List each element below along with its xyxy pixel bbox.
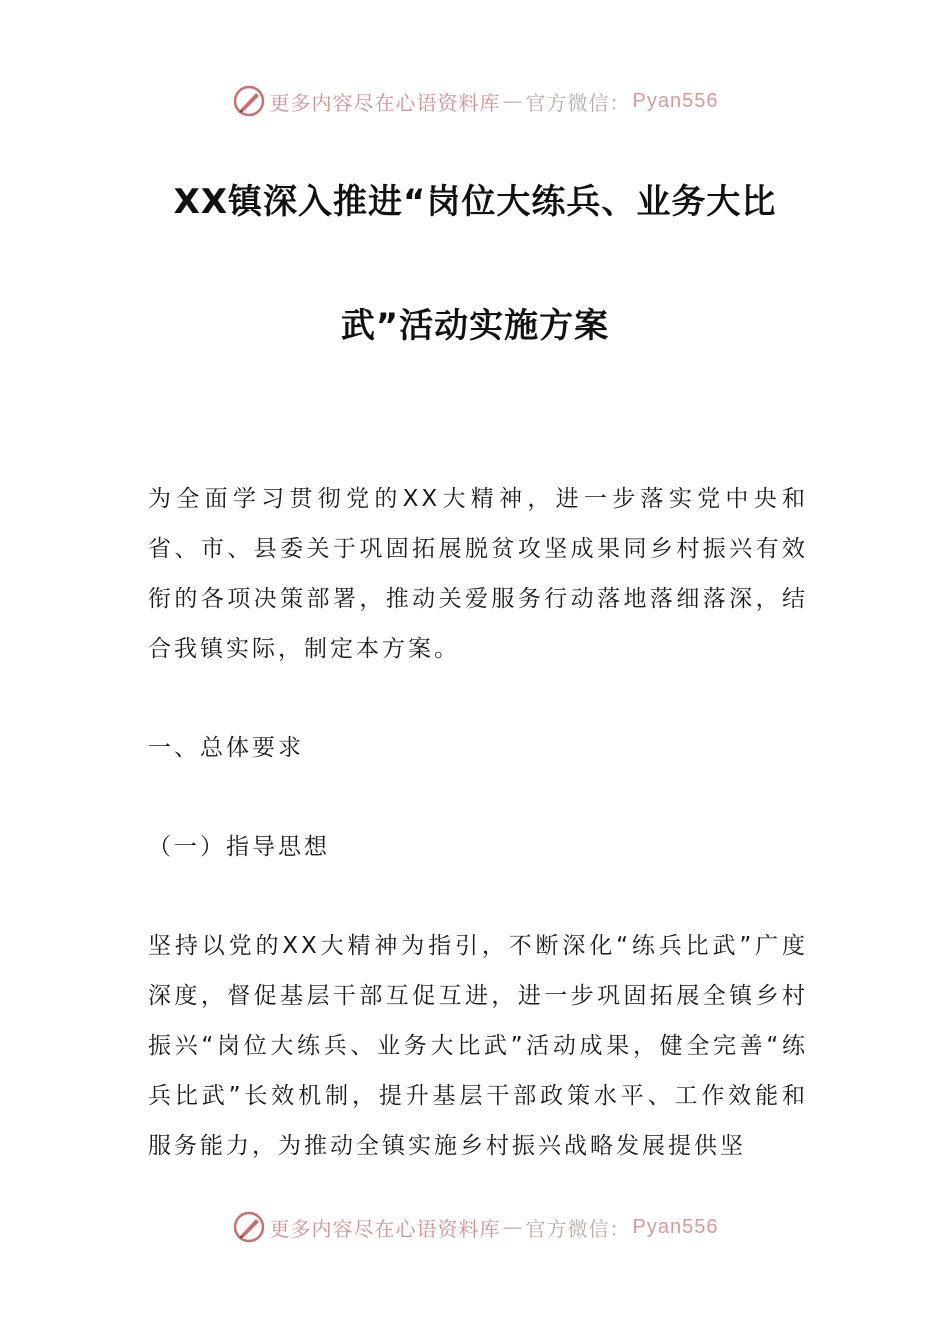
- document-title-line-1: XX镇深入推进“岗位大练兵、业务大比: [173, 182, 777, 222]
- watermark-wechat-id: Pyan556: [632, 89, 719, 112]
- intro-paragraph: 为全面学习贯彻党的XX大精神，进一步落实党中央和省、市、县委关于巩固拓展脱贫攻坚成果同乡村振兴有效衔的各项决策部署，推动关爱服务行动落地落细落深，结合我镇实际，制定本方案。: [148, 486, 808, 662]
- subsection-heading-guiding-ideology: （一）指导思想: [148, 834, 330, 860]
- pen-logo-icon: [232, 1210, 266, 1244]
- pen-logo-icon: [232, 84, 266, 118]
- guiding-ideology-paragraph: 坚持以党的XX大精神为指引，不断深化“练兵比武”广度深度，督促基层干部互促互进，进一步巩固拓展全镇乡村振兴“岗位大练兵、业务大比武”活动成果，健全完善“练兵比武”长效机制，提升基层干部政策水平、工作效能和服务能力，为推动全镇实施乡村振兴战略发展提供坚: [148, 933, 808, 1159]
- watermark-wechat-label: 官方微信：: [525, 1216, 631, 1241]
- document-title-line-2: 武”活动实施方案: [340, 306, 610, 346]
- section-heading-overall-requirements: 一、总体要求: [148, 735, 304, 761]
- watermark-wechat-label: 官方微信：: [525, 90, 631, 115]
- watermark-dash: —: [502, 89, 524, 113]
- watermark-site-text: 更多内容尽在心语资料库: [269, 1216, 501, 1241]
- watermark-dash: —: [502, 1215, 524, 1239]
- watermark-wechat-id: Pyan556: [632, 1215, 719, 1238]
- footer-watermark: [0, 1210, 950, 1244]
- document-body: [148, 474, 808, 1171]
- header-watermark: [0, 84, 950, 118]
- watermark-site-text: 更多内容尽在心语资料库: [269, 90, 501, 115]
